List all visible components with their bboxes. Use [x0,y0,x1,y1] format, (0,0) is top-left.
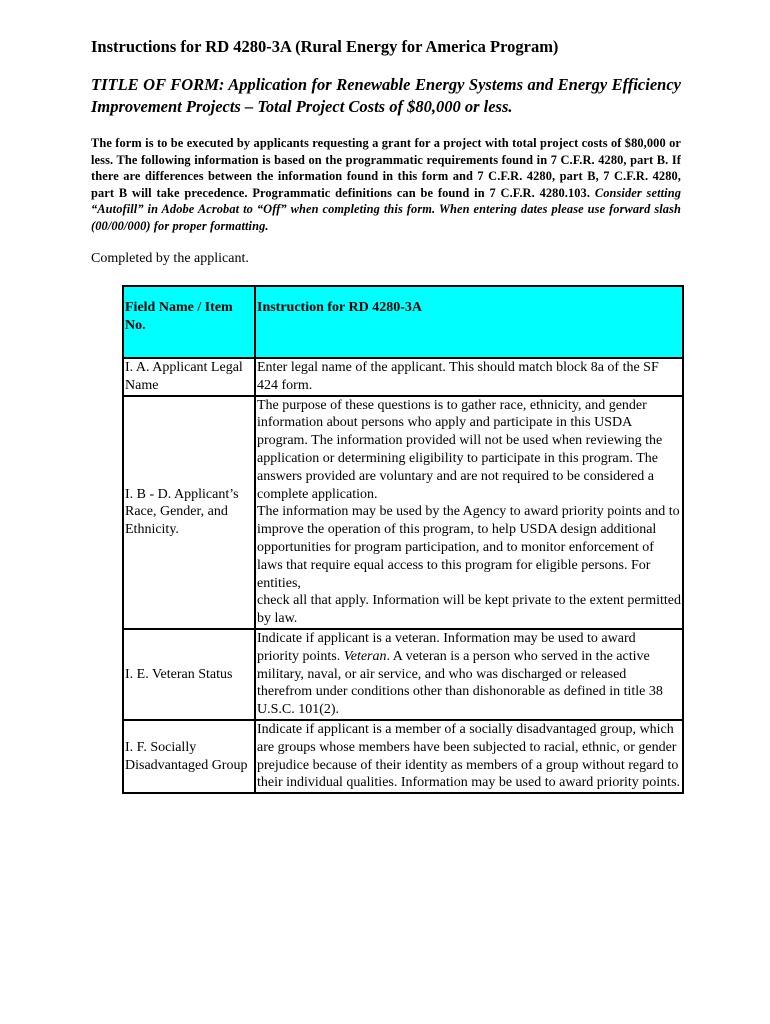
intro-main-text: The form is to be executed by applicants requesting a grant for a project with total project costs of $80,000 or less. The following information is based on the programmatic requirements found in 7 C.F.R. 4280, part B. If there are differences between the information found in this form and 7 C.F.R. 4280, part B, 7 C.F.R. 4280, part B will take precedence. Programmatic definitions can be found in 7 C.F.R. 4280.103. [91,136,681,200]
header-field-name: Field Name / Item No. [123,286,255,358]
field-veteran-status: I. E. Veteran Status [123,629,255,720]
instruction-text: The purpose of these questions is to gather race, ethnicity, and gender information about persons who apply and participate in this USDA program. The information provided will not be used when reviewing the application or determining eligibility to participate in this program. The answers provided are voluntary and are not required to be considered a complete application. [257,397,663,502]
table-row [123,358,683,396]
instruction-race-gender-ethnicity [255,396,683,629]
instruction-socially-disadvantaged-group: Indicate if applicant is a member of a socially disadvantaged group, which are groups whose members have been subjected to racial, ethnic, or gender prejudice because of their identity as members of a group without regard to their individual qualities. Information may be used to award priority points. [255,720,683,793]
instruction-text: check all that apply. Information will be kept private to the extent permitted by law. [257,593,682,627]
field-race-gender-ethnicity: I. B - D. Applicant’s Race, Gender, and Ethnicity. [123,396,255,629]
instruction-text: The information may be used by the Agency to award priority points and to improve the operation of this program, to help USDA design additional opportunities for program participation, and to monitor enforcement of laws that require equal access to this program for eligible persons. For entities, [257,504,680,591]
instruction-text: Indicate if applicant is a veteran. Information may be used to award priority points. [257,630,636,664]
intro-paragraph [91,135,681,234]
table-header-row [123,286,683,358]
intro-autofill-note: Consider setting “Autofill” in Adobe Acrobat to “Off” when completing this form. When entering dates please use forward slash (00/00/000) for proper formatting. [91,185,681,233]
veteran-term: Veteran [343,648,387,664]
table-row [123,396,683,629]
document-page [91,36,681,268]
instruction-veteran-status [255,629,683,720]
form-title: TITLE OF FORM: Application for Renewable Energy Systems and Energy Efficiency Improvement Projects – Total Project Costs of $80,000 or less. [91,75,681,116]
instruction-table [122,285,684,794]
instruction-text: . A veteran is a person who served in the active military, naval, or air service, and who was discharged or released therefrom under conditions other than dishonorable as defined in title 38 U.S.C. 101(2). [257,648,663,718]
table-row [123,629,683,720]
header-instruction: Instruction for RD 4280-3A [255,286,683,358]
table-row [123,720,683,793]
instruction-applicant-legal-name: Enter legal name of the applicant. This should match block 8a of the SF 424 form. [255,358,683,396]
document-heading: Instructions for RD 4280-3A (Rural Energy for America Program) [91,37,559,56]
field-socially-disadvantaged-group: I. F. Socially Disadvantaged Group [123,720,255,793]
field-applicant-legal-name: I. A. Applicant Legal Name [123,358,255,396]
completed-by-note: Completed by the applicant. [91,251,249,266]
